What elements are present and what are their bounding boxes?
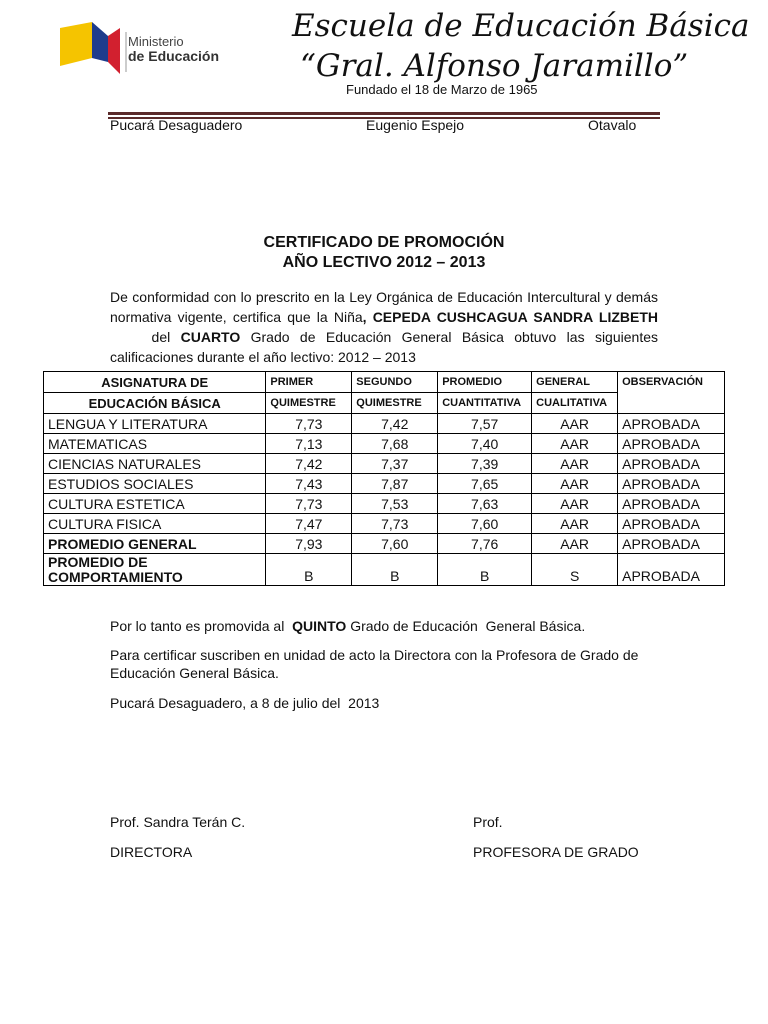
qualitative-cell: AAR — [532, 454, 618, 474]
average-cell: 7,39 — [438, 454, 532, 474]
promotion-after: Grado de Educación General Básica. — [346, 618, 586, 634]
observation-cell: APROBADA — [618, 514, 725, 534]
table-row — [44, 434, 725, 454]
intro-part-2: del — [110, 329, 181, 345]
intro-part-3: Grado de Educación General Básica obtuvo las siguientes calificaciones durante el año lectivo: 2012 – 2013 — [110, 329, 658, 365]
certify-statement: Para certificar suscriben en unidad de acto la Directora con la Profesora de Grado de Educación General Básica. — [110, 647, 639, 681]
q2-cell: 7,87 — [352, 474, 438, 494]
ministry-name-line-2: de Educación — [128, 48, 220, 64]
header-subject-1: ASIGNATURA DE — [44, 372, 266, 393]
ministry-logo — [58, 18, 218, 82]
qualitative-cell: AAR — [532, 474, 618, 494]
table-row — [44, 454, 725, 474]
header-second-1: SEGUNDO — [352, 372, 438, 393]
q2-cell: 7,73 — [352, 514, 438, 534]
table-row — [44, 494, 725, 514]
director-name: Prof. Sandra Terán C. — [110, 814, 246, 830]
certificate-title: CERTIFICADO DE PROMOCIÓN — [263, 234, 505, 251]
q1-cell: 7,47 — [266, 514, 352, 534]
location-otavalo: Otavalo — [588, 117, 637, 133]
q1-cell: 7,42 — [266, 454, 352, 474]
table-row — [44, 474, 725, 494]
general-average-label: PROMEDIO GENERAL — [44, 534, 266, 554]
promotion-statement — [110, 617, 585, 635]
q1-cell: 7,93 — [266, 534, 352, 554]
behavior-label — [44, 554, 266, 586]
header-general-2: CUALITATIVA — [532, 393, 618, 414]
observation-cell: APROBADA — [618, 554, 725, 586]
behavior-label-2: COMPORTAMIENTO — [48, 568, 183, 585]
header-observation: OBSERVACIÓN — [618, 372, 725, 414]
school-name-line-1: Escuela de Educación Básica — [292, 8, 750, 44]
average-cell: 7,63 — [438, 494, 532, 514]
grades-table — [43, 371, 725, 586]
header-average-2: CUANTITATIVA — [438, 393, 532, 414]
header-second-2: QUIMESTRE — [352, 393, 438, 414]
qualitative-cell: S — [532, 554, 618, 586]
subject-cell: LENGUA Y LITERATURA — [44, 414, 266, 434]
header-rule — [108, 112, 660, 115]
subject-cell: CIENCIAS NATURALES — [44, 454, 266, 474]
q1-cell: 7,43 — [266, 474, 352, 494]
school-name-line-2: “Gral. Alfonso Jaramillo” — [300, 48, 689, 84]
table-header-row-1 — [44, 372, 725, 393]
q1-cell: B — [266, 554, 352, 586]
average-cell: 7,60 — [438, 514, 532, 534]
qualitative-cell: AAR — [532, 494, 618, 514]
ministry-name-line-1: Ministerio — [128, 34, 184, 49]
q2-cell: 7,53 — [352, 494, 438, 514]
observation-cell: APROBADA — [618, 494, 725, 514]
location-eugenio-espejo: Eugenio Espejo — [366, 117, 465, 133]
table-row — [44, 414, 725, 434]
behavior-row — [44, 554, 725, 586]
intro-part-1: De conformidad con lo prescrito en la Ley Orgánica de Educación Intercultural y demás normativa vigente, certifica que la Niña — [110, 289, 658, 325]
behavior-label-1: PROMEDIO DE — [48, 553, 148, 570]
subject-cell: MATEMATICAS — [44, 434, 266, 454]
observation-cell: APROBADA — [618, 454, 725, 474]
average-cell: 7,57 — [438, 414, 532, 434]
q2-cell: 7,68 — [352, 434, 438, 454]
average-cell: 7,40 — [438, 434, 532, 454]
student-name: , CEPEDA CUSHCAGUA SANDRA LIZBETH — [362, 309, 658, 325]
next-grade: QUINTO — [292, 618, 347, 634]
intro-paragraph — [110, 287, 658, 367]
founded-date: Fundado el 18 de Marzo de 1965 — [346, 82, 538, 97]
q1-cell: 7,13 — [266, 434, 352, 454]
qualitative-cell: AAR — [532, 434, 618, 454]
q1-cell: 7,73 — [266, 414, 352, 434]
subject-cell: CULTURA ESTETICA — [44, 494, 266, 514]
school-year-title: AÑO LECTIVO 2012 – 2013 — [282, 254, 486, 271]
q1-cell: 7,73 — [266, 494, 352, 514]
header-subject-2: EDUCACIÓN BÁSICA — [44, 393, 266, 414]
header-first-2: QUIMESTRE — [266, 393, 352, 414]
location-pucara: Pucará Desaguadero — [110, 117, 243, 133]
teacher-name: Prof. — [473, 814, 503, 830]
subject-cell: CULTURA FISICA — [44, 514, 266, 534]
director-role: DIRECTORA — [110, 844, 193, 860]
current-grade: CUARTO — [180, 329, 241, 345]
table-row — [44, 514, 725, 534]
q2-cell: B — [352, 554, 438, 586]
header-first-1: PRIMER — [266, 372, 352, 393]
average-cell: 7,76 — [438, 534, 532, 554]
promotion-before: Por lo tanto es promovida al — [110, 618, 293, 634]
place-and-date: Pucará Desaguadero, a 8 de julio del 2013 — [110, 695, 380, 711]
average-cell: B — [438, 554, 532, 586]
header-average-1: PROMEDIO — [438, 372, 532, 393]
qualitative-cell: AAR — [532, 534, 618, 554]
average-cell: 7,65 — [438, 474, 532, 494]
q2-cell: 7,37 — [352, 454, 438, 474]
teacher-role: PROFESORA DE GRADO — [473, 844, 639, 860]
q2-cell: 7,42 — [352, 414, 438, 434]
observation-cell: APROBADA — [618, 414, 725, 434]
observation-cell: APROBADA — [618, 534, 725, 554]
general-average-row — [44, 534, 725, 554]
observation-cell: APROBADA — [618, 474, 725, 494]
q2-cell: 7,60 — [352, 534, 438, 554]
qualitative-cell: AAR — [532, 414, 618, 434]
subject-cell: ESTUDIOS SOCIALES — [44, 474, 266, 494]
observation-cell: APROBADA — [618, 434, 725, 454]
qualitative-cell: AAR — [532, 514, 618, 534]
header-general-1: GENERAL — [532, 372, 618, 393]
